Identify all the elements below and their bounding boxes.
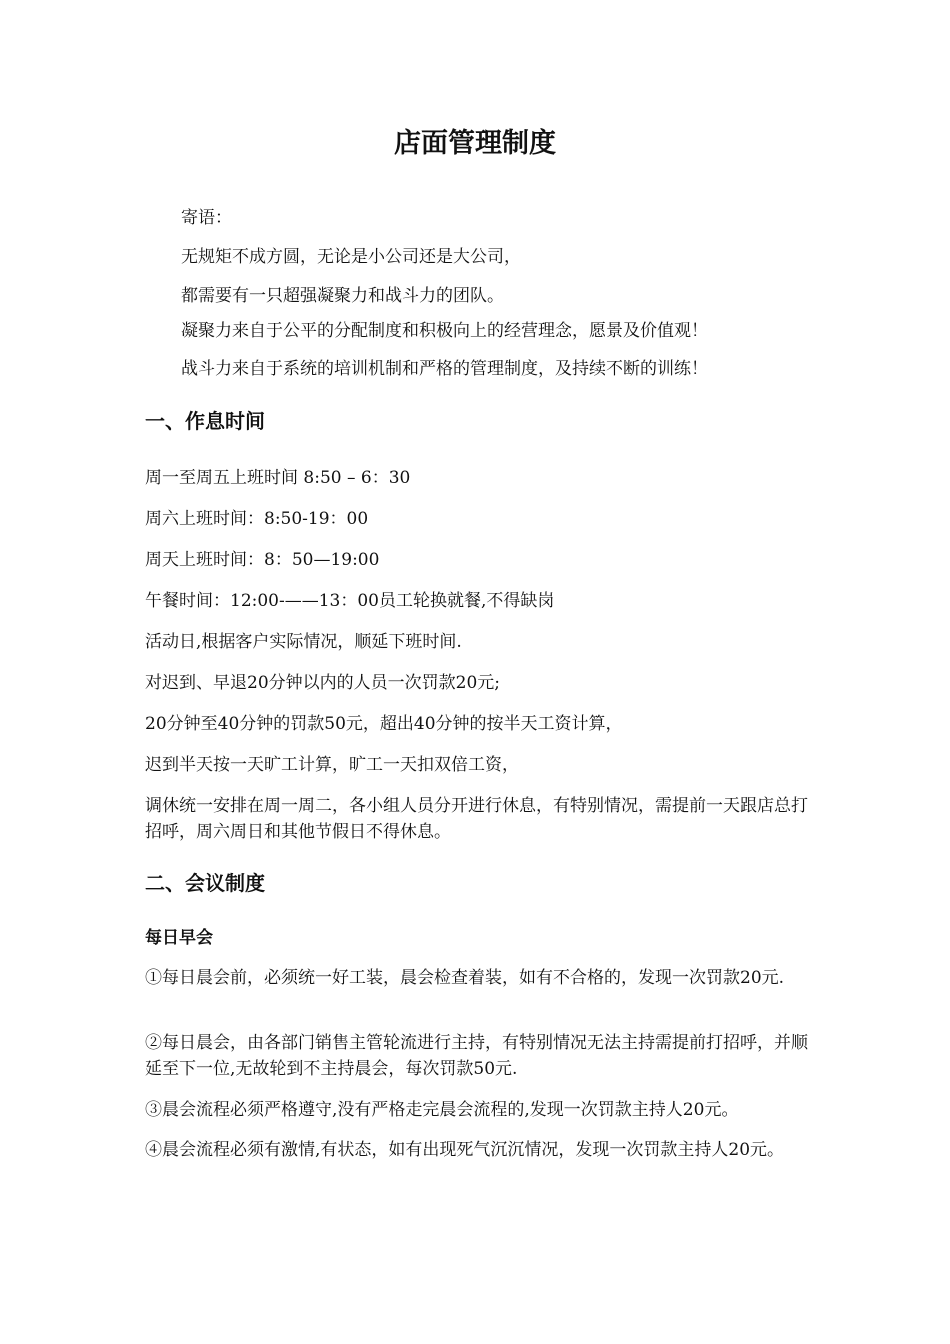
intro-line: 战斗力来自于系统的培训机制和严格的管理制度，及持续不断的训练！ xyxy=(181,359,708,379)
intro-line: 凝聚力来自于公平的分配制度和积极向上的经营理念，愿景及价值观！ xyxy=(181,321,708,341)
schedule-line: 迟到半天按一天旷工计算，旷工一天扣双倍工资， xyxy=(145,755,519,775)
schedule-line: 20分钟至40分钟的罚款50元，超出40分钟的按半天工资计算， xyxy=(145,714,623,734)
schedule-line: 活动日,根据客户实际情况，顺延下班时间. xyxy=(145,632,462,652)
section-heading-meeting: 二、会议制度 xyxy=(145,871,265,895)
subheading-morning-meeting: 每日早会 xyxy=(145,928,213,948)
schedule-line: 周天上班时间：8：50—19:00 xyxy=(145,550,380,570)
intro-line: 无规矩不成方圆，无论是小公司还是大公司， xyxy=(181,247,521,267)
meeting-rule: ①每日晨会前，必须统一好工装，晨会检查着装，如有不合格的，发现一次罚款20元. xyxy=(145,968,785,988)
meeting-rule: ④晨会流程必须有激情,有状态，如有出现死气沉沉情况，发现一次罚款主持人20元。 xyxy=(145,1140,785,1160)
schedule-line: 对迟到、早退20分钟以内的人员一次罚款20元; xyxy=(145,673,500,693)
intro-line: 寄语： xyxy=(181,208,232,228)
intro-line: 都需要有一只超强凝聚力和战斗力的团队。 xyxy=(181,286,504,306)
document-title: 店面管理制度 xyxy=(394,128,556,159)
section-heading-schedule: 一、作息时间 xyxy=(145,409,265,433)
meeting-rule: ②每日晨会，由各部门销售主管轮流进行主持，有特别情况无法主持需提前打招呼，并顺延至下一位,无故轮到不主持晨会，每次罚款50元. xyxy=(145,1033,808,1079)
schedule-paragraph: 调休统一安排在周一周二，各小组人员分开进行休息，有特别情况，需提前一天跟店总打招呼，周六周日和其他节假日不得休息。 xyxy=(145,796,808,842)
schedule-line: 周六上班时间：8:50-19：00 xyxy=(145,509,369,529)
schedule-line: 午餐时间：12:00-——13：00员工轮换就餐,不得缺岗 xyxy=(145,591,555,611)
meeting-rule: ③晨会流程必须严格遵守,没有严格走完晨会流程的,发现一次罚款主持人20元。 xyxy=(145,1100,739,1120)
schedule-line: 周一至周五上班时间 8:50 – 6：30 xyxy=(145,468,411,488)
